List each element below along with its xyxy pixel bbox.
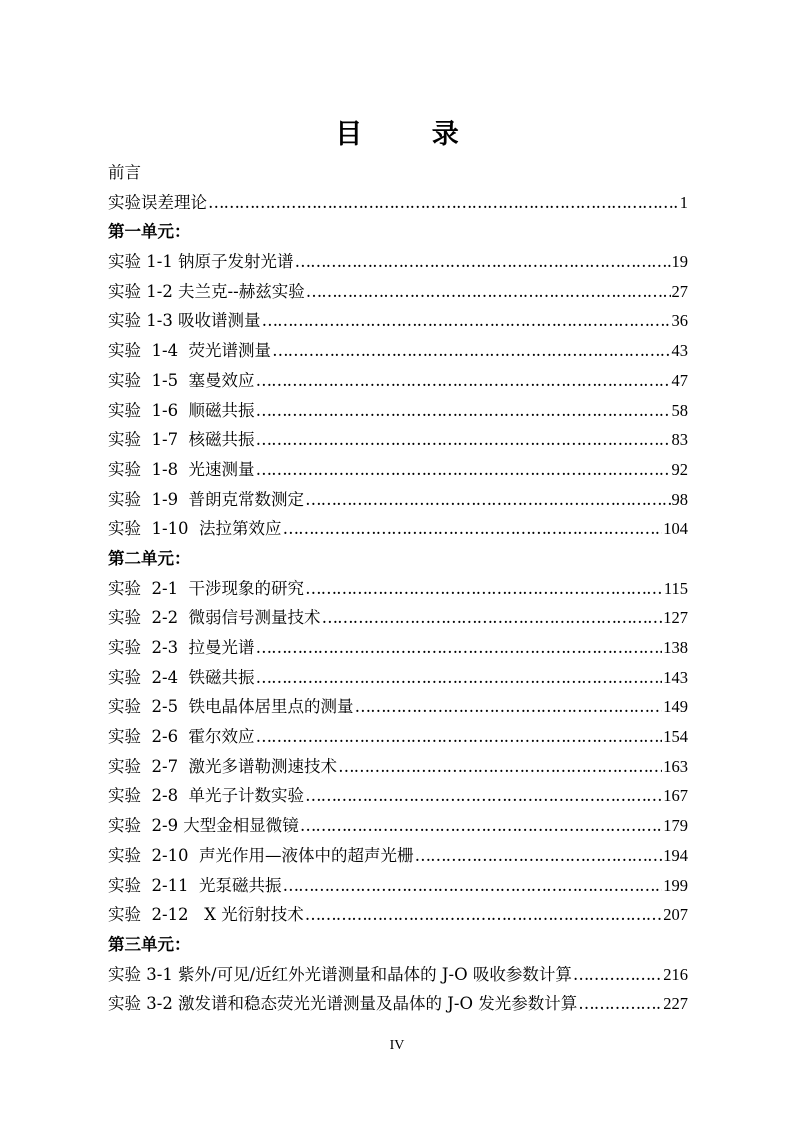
toc-entry-label: 实验 1-6 顺磁共振 (108, 400, 255, 420)
leader-dots (415, 841, 663, 871)
toc-entry-page: 43 (671, 341, 688, 361)
leader-dots (256, 425, 671, 455)
toc-entry[interactable] (108, 960, 688, 990)
toc-entry-page: 194 (663, 845, 688, 865)
leader-dots (272, 336, 670, 366)
toc-entry[interactable] (108, 603, 688, 633)
toc-entry-page: 58 (671, 400, 688, 420)
toc-entry-label: 实验 1-8 光速测量 (108, 459, 255, 479)
toc-entry[interactable] (108, 366, 688, 396)
toc-entry[interactable] (108, 752, 688, 782)
toc-entry-label: 实验 1-9 普朗克常数测定 (108, 489, 305, 509)
table-of-contents (108, 158, 688, 1019)
toc-entry-page: 92 (671, 459, 688, 479)
toc-entry-label: 第一单元： (108, 222, 191, 242)
toc-entry-label: 第二单元： (108, 548, 191, 568)
toc-entry[interactable] (108, 781, 688, 811)
toc-entry-page: 19 (671, 252, 688, 272)
toc-entry-label: 实验 1-2 夫兰克--赫兹实验 (108, 281, 305, 301)
toc-entry-page: 83 (671, 430, 688, 450)
toc-entry-page: 47 (671, 370, 688, 390)
toc-entry-label: 实验 1-4 荧光谱测量 (108, 341, 272, 361)
leader-dots (256, 396, 671, 426)
leader-dots (283, 871, 663, 901)
leader-dots (305, 781, 662, 811)
toc-entry-label: 实验 2-5 铁电晶体居里点的测量 (108, 697, 354, 717)
toc-entry-label: 实验 1-10 法拉第效应 (108, 519, 282, 539)
toc-entry[interactable] (108, 633, 688, 663)
toc-entry-page: 179 (663, 816, 688, 836)
toc-entry-label: 实验 1-7 核磁共振 (108, 430, 255, 450)
toc-entry-label: 实验 1-5 塞曼效应 (108, 370, 255, 390)
toc-entry-page: 1 (679, 192, 688, 212)
toc-entry-page: 104 (663, 519, 688, 539)
leader-dots (305, 574, 663, 604)
toc-entry-page: 199 (663, 875, 688, 895)
leader-dots (338, 752, 662, 782)
toc-entry-page: 227 (663, 994, 688, 1014)
leader-dots (283, 514, 663, 544)
toc-entry-page: 27 (671, 281, 688, 301)
toc-entry-page: 98 (671, 489, 688, 509)
toc-entry-label: 实验 2-3 拉曼光谱 (108, 638, 255, 657)
toc-entry[interactable] (108, 900, 688, 930)
leader-dots (256, 366, 671, 396)
leader-dots (262, 306, 671, 336)
toc-entry[interactable] (108, 336, 688, 366)
toc-entry[interactable] (108, 989, 688, 1019)
toc-entry-page: 216 (663, 964, 688, 984)
toc-entry[interactable] (108, 811, 688, 841)
toc-entry[interactable] (108, 692, 688, 722)
toc-entry-page: 143 (663, 667, 688, 687)
toc-entry (108, 158, 688, 188)
page-title: 目 录 (335, 119, 489, 150)
toc-entry-label: 实验 2-6 霍尔效应 (108, 727, 255, 747)
toc-entry-label: 前言 (108, 163, 141, 182)
toc-entry-page: 36 (671, 311, 688, 331)
leader-dots (578, 989, 662, 1019)
toc-entry-page: 138 (663, 638, 688, 657)
toc-entry-label: 实验 2-11 光泵磁共振 (108, 875, 282, 895)
leader-dots (300, 811, 662, 841)
toc-entry-label: 实验 2-1 干涉现象的研究 (108, 578, 305, 598)
unit-heading (108, 930, 688, 960)
toc-entry-page: 207 (663, 905, 688, 925)
toc-entry[interactable] (108, 396, 688, 426)
toc-entry-label: 实验 2-2 微弱信号测量技术 (108, 608, 321, 628)
toc-entry-label: 实验 2-7 激光多谱勒测速技术 (108, 756, 338, 776)
toc-entry-label: 实验 2-8 单光子计数实验 (108, 786, 305, 806)
toc-entry[interactable] (108, 277, 688, 307)
leader-dots (305, 900, 662, 930)
toc-entry-label: 实验 3-2 激发谱和稳态荧光光谱测量及晶体的 J-O 发光参数计算 (108, 994, 578, 1014)
toc-entry[interactable] (108, 188, 688, 218)
leader-dots (306, 277, 671, 307)
page-number: IV (389, 1038, 405, 1053)
toc-entry-label: 实验 3-1 紫外/可见/近红外光谱测量和晶体的 J-O 吸收参数计算 (108, 964, 572, 984)
toc-entry-label: 实验 2-9 大型金相显微镜 (108, 816, 299, 836)
toc-entry-label: 实验 2-4 铁磁共振 (108, 667, 255, 687)
toc-entry[interactable] (108, 247, 688, 277)
toc-entry-label: 第三单元： (108, 934, 191, 954)
leader-dots (355, 692, 663, 722)
toc-entry-page: 154 (663, 727, 688, 747)
toc-entry-label: 实验 1-3 吸收谱测量 (108, 311, 261, 331)
toc-entry[interactable] (108, 574, 688, 604)
toc-entry[interactable] (108, 841, 688, 871)
toc-entry[interactable] (108, 425, 688, 455)
toc-entry-label: 实验 2-10 声光作用—液体中的超声光栅 (108, 845, 414, 865)
leader-dots (256, 663, 663, 693)
leader-dots (573, 960, 662, 990)
leader-dots (295, 247, 671, 277)
leader-dots (208, 188, 679, 218)
toc-entry-page: 167 (663, 786, 688, 806)
toc-entry[interactable] (108, 722, 688, 752)
toc-entry[interactable] (108, 455, 688, 485)
toc-entry[interactable] (108, 485, 688, 515)
unit-heading (108, 544, 688, 574)
leader-dots (322, 603, 663, 633)
toc-entry-label: 实验 1-1 钠原子发射光谱 (108, 252, 294, 272)
toc-entry-page: 115 (663, 578, 688, 598)
toc-entry[interactable] (108, 514, 688, 544)
toc-entry-label: 实验 2-12 X 光衍射技术 (108, 905, 304, 925)
toc-entry-page: 149 (663, 697, 688, 717)
toc-entry[interactable] (108, 871, 688, 901)
toc-entry[interactable] (108, 663, 688, 693)
toc-entry-page: 163 (663, 756, 688, 776)
leader-dots (256, 722, 663, 752)
toc-entry-page: 127 (663, 608, 688, 628)
toc-entry-label: 实验误差理论 (108, 192, 207, 212)
unit-heading (108, 217, 688, 247)
toc-entry[interactable] (108, 306, 688, 336)
leader-dots (256, 455, 671, 485)
leader-dots (305, 485, 670, 515)
leader-dots (256, 633, 663, 663)
